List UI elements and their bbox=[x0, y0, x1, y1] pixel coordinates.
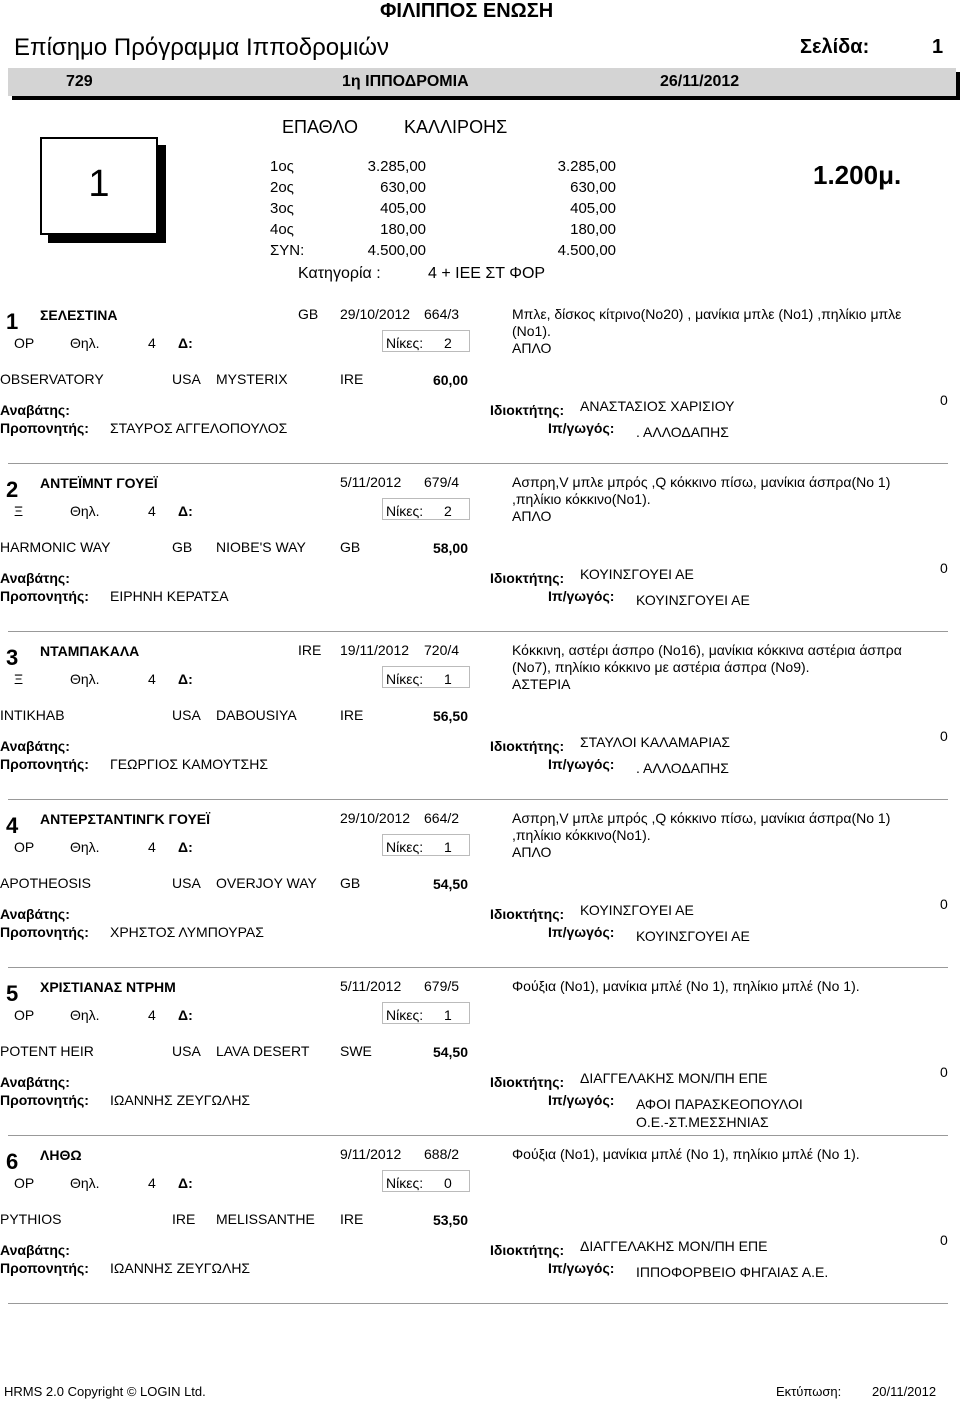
wins-label: Νίκες: bbox=[386, 335, 424, 351]
racing-colors: Ασπρη,V μπλε μπρός ,Q κόκκινο πίσω, μανίκια άσπρα(Νο 1) ,πηλίκιο κόκκινο(Νο1). bbox=[512, 474, 891, 507]
sex-label: Θηλ. bbox=[70, 1007, 100, 1023]
sire-name: OBSERVATORY bbox=[0, 371, 104, 387]
breeder-name: . ΑΛΛΟΔΑΠΗΣ bbox=[636, 760, 729, 776]
owner-name: ΔΙΑΓΓΕΛΑΚΗΣ ΜΟΝ/ΠΗ ΕΠΕ bbox=[580, 1238, 768, 1254]
wins-count: 1 bbox=[444, 839, 452, 855]
delta-label: Δ: bbox=[178, 839, 193, 855]
last-race-code: 720/4 bbox=[424, 642, 460, 658]
prize-place: 2ος bbox=[270, 179, 294, 196]
dam-name: MELISSANTHE bbox=[216, 1211, 315, 1227]
color-code: ΟΡ bbox=[14, 839, 35, 855]
prize-name: ΚΑΛΛΙΡΟΗΣ bbox=[404, 117, 508, 137]
jockey-label: Αναβάτης: bbox=[0, 906, 70, 922]
entry-zero: 0 bbox=[940, 560, 948, 576]
sire-name: APOTHEOSIS bbox=[0, 875, 92, 891]
sex-label: Θηλ. bbox=[70, 335, 100, 351]
breeder-label: Ιπ/γωγός: bbox=[548, 1092, 615, 1108]
sire-name: INTIKHAB bbox=[0, 707, 65, 723]
delta-label: Δ: bbox=[178, 1007, 193, 1023]
breeder-label: Ιπ/γωγός: bbox=[548, 924, 615, 940]
trainer-name: ΙΩΑΝΝΗΣ ΖΕΥΓΩΛΗΣ bbox=[110, 1092, 251, 1108]
meeting-name: 1η ΙΠΠΟΔΡΟΜΙΑ bbox=[342, 73, 469, 90]
prize-amount-b: 3.285,00 bbox=[557, 158, 616, 175]
prize-amount-a: 3.285,00 bbox=[367, 158, 426, 175]
horse-age: 4 bbox=[148, 1175, 156, 1191]
horse-country: GB bbox=[298, 306, 319, 322]
jockey-label: Αναβάτης: bbox=[0, 402, 70, 418]
race-number: 1 bbox=[88, 163, 110, 205]
breeder-name: . ΑΛΛΟΔΑΠΗΣ bbox=[636, 424, 729, 440]
horse-number: 3 bbox=[6, 645, 19, 670]
owner-label: Ιδιοκτήτης: bbox=[490, 906, 565, 922]
wins-label: Νίκες: bbox=[386, 1175, 424, 1191]
sire-country: USA bbox=[172, 875, 201, 891]
race-distance: 1.200μ. bbox=[813, 160, 902, 190]
sex-label: Θηλ. bbox=[70, 1175, 100, 1191]
prize-place: 4ος bbox=[270, 221, 294, 238]
trainer-label: Προπονητής: bbox=[0, 756, 89, 772]
horse-name: ΝΤΑΜΠΑΚΑΛΑ bbox=[40, 643, 140, 659]
dam-country: IRE bbox=[340, 1211, 364, 1227]
trainer-label: Προπονητής: bbox=[0, 1092, 89, 1108]
colors-tag: ΑΠΛΟ bbox=[512, 340, 552, 356]
dam-country: GB bbox=[340, 539, 361, 555]
breeder-label: Ιπ/γωγός: bbox=[548, 588, 615, 604]
prize-amount-b: 4.500,00 bbox=[557, 242, 616, 259]
owner-name: ΣΤΑΥΛΟΙ ΚΑΛΑΜΑΡΙΑΣ bbox=[580, 734, 731, 750]
owner-name: ΔΙΑΓΓΕΛΑΚΗΣ ΜΟΝ/ΠΗ ΕΠΕ bbox=[580, 1070, 768, 1086]
footer-print-date: 20/11/2012 bbox=[872, 1384, 937, 1399]
dam-name: DABOUSIYA bbox=[216, 707, 297, 723]
entry-divider bbox=[8, 967, 948, 968]
prize-label: ΕΠΑΘΛΟ bbox=[282, 117, 358, 137]
jockey-label: Αναβάτης: bbox=[0, 1242, 70, 1258]
wins-label: Νίκες: bbox=[386, 503, 424, 519]
owner-label: Ιδιοκτήτης: bbox=[490, 1242, 565, 1258]
horse-name: ΛΗΘΩ bbox=[40, 1147, 82, 1163]
horse-number: 5 bbox=[6, 981, 19, 1006]
breeder-name: ΑΦΟΙ ΠΑΡΑΣΚΕΟΠΟΥΛΟΙ bbox=[636, 1096, 803, 1112]
sex-label: Θηλ. bbox=[70, 839, 100, 855]
horse-weight: 54,50 bbox=[432, 1044, 468, 1060]
dam-country: IRE bbox=[340, 707, 364, 723]
owner-label: Ιδιοκτήτης: bbox=[490, 570, 565, 586]
wins-label: Νίκες: bbox=[386, 839, 424, 855]
racing-colors: Ασπρη,V μπλε μπρός ,Q κόκκινο πίσω, μανίκια άσπρα(Νο 1) ,πηλίκιο κόκκινο(Νο1). bbox=[512, 810, 891, 843]
horse-age: 4 bbox=[148, 671, 156, 687]
colors-tag: ΑΣΤΕΡΙΑ bbox=[512, 676, 571, 692]
dam-name: OVERJOY WAY bbox=[216, 875, 317, 891]
breeder-label: Ιπ/γωγός: bbox=[548, 756, 615, 772]
color-code: Ξ bbox=[14, 671, 24, 687]
colors-tag: ΑΠΛΟ bbox=[512, 844, 552, 860]
wins-count: 2 bbox=[444, 335, 452, 351]
footer-copyright: HRMS 2.0 Copyright © LOGIN Ltd. bbox=[4, 1384, 206, 1399]
trainer-label: Προπονητής: bbox=[0, 924, 89, 940]
last-race-code: 679/4 bbox=[424, 474, 460, 490]
horse-weight: 53,50 bbox=[432, 1212, 468, 1228]
entry-divider bbox=[8, 799, 948, 800]
breeder-name: ΙΠΠΟΦΟΡΒΕΙΟ ΦΗΓΑΙΑΣ Α.Ε. bbox=[636, 1264, 829, 1280]
horse-weight: 60,00 bbox=[432, 372, 468, 388]
horse-name: ΑΝΤΕΡΣΤΑΝΤΙΝΓΚ ΓΟΥΕΪ bbox=[40, 811, 211, 827]
delta-label: Δ: bbox=[178, 671, 193, 687]
last-race-code: 664/2 bbox=[424, 810, 460, 826]
prize-amount-a: 180,00 bbox=[380, 221, 426, 238]
owner-label: Ιδιοκτήτης: bbox=[490, 1074, 565, 1090]
entry-zero: 0 bbox=[940, 1064, 948, 1080]
wins-count: 2 bbox=[444, 503, 452, 519]
color-code: ΟΡ bbox=[14, 335, 35, 351]
prize-place: 3ος bbox=[270, 200, 294, 217]
dam-country: IRE bbox=[340, 371, 364, 387]
racing-colors: Κόκκινη, αστέρι άσπρο (Νο16), μανίκια κόκκινα αστέρια άσπρα (Νο7), πηλίκιο κόκκινο με αστέρια άσπρα (Νο9). bbox=[512, 642, 902, 675]
prize-place: ΣΥΝ: bbox=[270, 242, 305, 259]
meeting-number: 729 bbox=[66, 73, 93, 90]
entry-zero: 0 bbox=[940, 392, 948, 408]
sire-country: IRE bbox=[172, 1211, 196, 1227]
wins-label: Νίκες: bbox=[386, 1007, 424, 1023]
horse-number: 6 bbox=[6, 1149, 19, 1174]
entry-zero: 0 bbox=[940, 1232, 948, 1248]
breeder-name-cont: Ο.Ε.-ΣΤ.ΜΕΣΣΗΝΙΑΣ bbox=[636, 1114, 769, 1130]
color-code: ΟΡ bbox=[14, 1007, 35, 1023]
dam-name: NIOBE'S WAY bbox=[216, 539, 306, 555]
dam-country: SWE bbox=[340, 1043, 372, 1059]
horse-number: 4 bbox=[6, 813, 19, 838]
delta-label: Δ: bbox=[178, 503, 193, 519]
prize-amount-b: 630,00 bbox=[570, 179, 616, 196]
prize-amount-a: 405,00 bbox=[380, 200, 426, 217]
trainer-name: ΧΡΗΣΤΟΣ ΛΥΜΠΟΥΡΑΣ bbox=[110, 924, 264, 940]
last-race-code: 664/3 bbox=[424, 306, 460, 322]
delta-label: Δ: bbox=[178, 1175, 193, 1191]
horse-number: 2 bbox=[6, 477, 19, 502]
trainer-name: ΕΙΡΗΝΗ ΚΕΡΑΤΣΑ bbox=[110, 588, 229, 604]
sire-country: USA bbox=[172, 707, 201, 723]
last-race-date: 29/10/2012 bbox=[340, 306, 411, 322]
horse-name: ΣΕΛΕΣΤΙΝΑ bbox=[40, 307, 118, 323]
meeting-date: 26/11/2012 bbox=[660, 73, 740, 90]
prize-amount-b: 180,00 bbox=[570, 221, 616, 238]
trainer-label: Προπονητής: bbox=[0, 1260, 89, 1276]
racing-colors: Φούξια (Νο1), μανίκια μπλέ (Νο 1), πηλίκιο μπλέ (Νο 1). bbox=[512, 978, 860, 994]
racing-colors: Μπλε, δίσκος κίτρινο(Νο20) , μανίκια μπλε (Νο1) ,πηλίκιο μπλε (Νο1). bbox=[512, 306, 902, 339]
prize-amount-a: 4.500,00 bbox=[367, 242, 426, 259]
owner-name: ΚΟΥΙΝΣΓΟΥΕΙ ΑΕ bbox=[580, 902, 694, 918]
sex-label: Θηλ. bbox=[70, 671, 100, 687]
owner-label: Ιδιοκτήτης: bbox=[490, 738, 565, 754]
horse-age: 4 bbox=[148, 839, 156, 855]
last-race-date: 5/11/2012 bbox=[340, 474, 402, 490]
horse-weight: 58,00 bbox=[432, 540, 468, 556]
owner-label: Ιδιοκτήτης: bbox=[490, 402, 565, 418]
horse-age: 4 bbox=[148, 335, 156, 351]
sex-label: Θηλ. bbox=[70, 503, 100, 519]
dam-name: MYSTERIX bbox=[216, 371, 288, 387]
wins-count: 1 bbox=[444, 1007, 452, 1023]
trainer-name: ΙΩΑΝΝΗΣ ΖΕΥΓΩΛΗΣ bbox=[110, 1260, 251, 1276]
breeder-label: Ιπ/γωγός: bbox=[548, 420, 615, 436]
trainer-label: Προπονητής: bbox=[0, 420, 89, 436]
entry-divider bbox=[8, 1303, 948, 1304]
horse-weight: 54,50 bbox=[432, 876, 468, 892]
prize-amount-b: 405,00 bbox=[570, 200, 616, 217]
breeder-name: ΚΟΥΙΝΣΓΟΥΕΙ ΑΕ bbox=[636, 928, 750, 944]
horse-weight: 56,50 bbox=[432, 708, 468, 724]
trainer-name: ΣΤΑΥΡΟΣ ΑΓΓΕΛΟΠΟΥΛΟΣ bbox=[110, 420, 288, 436]
sire-name: HARMONIC WAY bbox=[0, 539, 111, 555]
owner-name: ΚΟΥΙΝΣΓΟΥΕΙ ΑΕ bbox=[580, 566, 694, 582]
prize-place: 1ος bbox=[270, 158, 294, 175]
last-race-code: 679/5 bbox=[424, 978, 460, 994]
horse-number: 1 bbox=[6, 309, 19, 334]
racing-colors: Φούξια (Νο1), μανίκια μπλέ (Νο 1), πηλίκιο μπλέ (Νο 1). bbox=[512, 1146, 860, 1162]
sire-name: PYTHIOS bbox=[0, 1211, 62, 1227]
page-number: 1 bbox=[932, 36, 944, 58]
owner-name: ΑΝΑΣΤΑΣΙΟΣ ΧΑΡΙΣΙΟΥ bbox=[580, 398, 735, 414]
entry-divider bbox=[8, 1135, 948, 1136]
page-label: Σελίδα: bbox=[800, 36, 870, 58]
horse-name: ΧΡΙΣΤΙΑΝΑΣ ΝΤΡΗΜ bbox=[40, 979, 176, 995]
jockey-label: Αναβάτης: bbox=[0, 570, 70, 586]
page-title: Επίσημο Πρόγραμμα Ιπποδρομιών bbox=[14, 34, 390, 61]
sire-country: USA bbox=[172, 371, 201, 387]
color-code: ΟΡ bbox=[14, 1175, 35, 1191]
dam-name: LAVA DESERT bbox=[216, 1043, 310, 1059]
wins-label: Νίκες: bbox=[386, 671, 424, 687]
delta-label: Δ: bbox=[178, 335, 193, 351]
wins-count: 0 bbox=[444, 1175, 452, 1191]
jockey-label: Αναβάτης: bbox=[0, 738, 70, 754]
colors-tag: ΑΠΛΟ bbox=[512, 508, 552, 524]
entry-zero: 0 bbox=[940, 896, 948, 912]
horse-name: ΑΝΤΕΪΜΝΤ ΓΟΥΕΪ bbox=[40, 475, 158, 491]
last-race-date: 5/11/2012 bbox=[340, 978, 402, 994]
club-name: ΦΙΛΙΠΠΟΣ ΕΝΩΣΗ bbox=[380, 0, 554, 22]
horse-country: IRE bbox=[298, 642, 322, 658]
last-race-date: 9/11/2012 bbox=[340, 1146, 402, 1162]
entry-divider bbox=[8, 631, 948, 632]
color-code: Ξ bbox=[14, 503, 24, 519]
entry-zero: 0 bbox=[940, 728, 948, 744]
category-value: 4 + ΙΕΕ ΣΤ ΦΟΡ bbox=[428, 265, 546, 282]
jockey-label: Αναβάτης: bbox=[0, 1074, 70, 1090]
footer-print-label: Εκτύπωση: bbox=[776, 1384, 842, 1399]
trainer-name: ΓΕΩΡΓΙΟΣ ΚΑΜΟΥΤΣΗΣ bbox=[110, 756, 268, 772]
horse-age: 4 bbox=[148, 503, 156, 519]
entry-divider bbox=[8, 463, 948, 464]
last-race-code: 688/2 bbox=[424, 1146, 460, 1162]
breeder-name: ΚΟΥΙΝΣΓΟΥΕΙ ΑΕ bbox=[636, 592, 750, 608]
sire-name: POTENT HEIR bbox=[0, 1043, 94, 1059]
wins-count: 1 bbox=[444, 671, 452, 687]
race-number-box bbox=[40, 137, 158, 235]
trainer-label: Προπονητής: bbox=[0, 588, 89, 604]
header-band bbox=[8, 68, 956, 96]
dam-country: GB bbox=[340, 875, 361, 891]
category-label: Κατηγορία : bbox=[298, 265, 381, 282]
breeder-label: Ιπ/γωγός: bbox=[548, 1260, 615, 1276]
prize-amount-a: 630,00 bbox=[380, 179, 426, 196]
last-race-date: 19/11/2012 bbox=[340, 642, 410, 658]
sire-country: USA bbox=[172, 1043, 201, 1059]
horse-age: 4 bbox=[148, 1007, 156, 1023]
last-race-date: 29/10/2012 bbox=[340, 810, 411, 826]
sire-country: GB bbox=[172, 539, 193, 555]
